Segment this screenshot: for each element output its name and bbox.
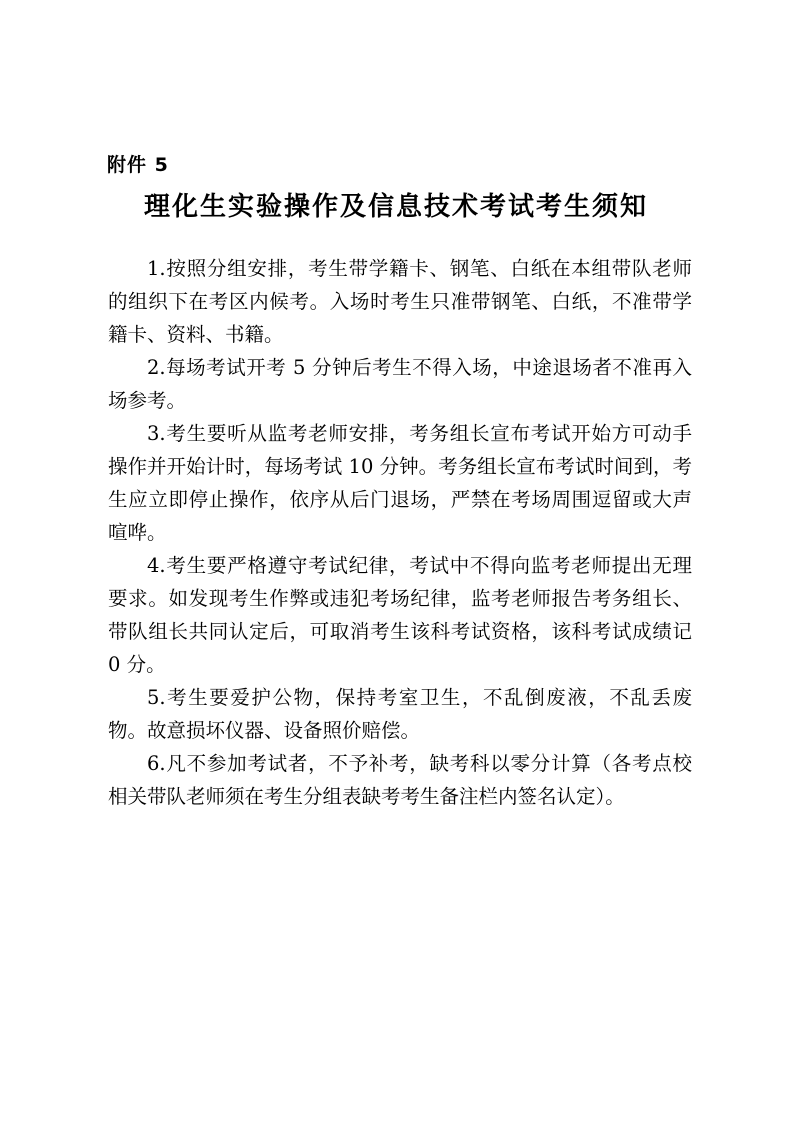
document-body — [108, 252, 692, 813]
rule-paragraph-4: 4.考生要严格遵守考试纪律，考试中不得向监考老师提出无理要求。如发现考生作弊或违犯考场纪律，监考老师报告考务组长、带队组长共同认定后，可取消考生该科考试资格，该科考试成绩记 0 分。 — [108, 554, 692, 676]
rule-paragraph-2: 2.每场考试开考 5 分钟后考生不得入场，中途退场者不准再入场参考。 — [108, 356, 692, 412]
rule-paragraph-5: 5.考生要爱护公物，保持考室卫生，不乱倒废液，不乱丢废物。故意损坏仪器、设备照价赔偿。 — [108, 686, 692, 742]
attachment-label: 附件 5 — [107, 154, 169, 176]
rule-paragraph-3: 3.考生要听从监考老师安排，考务组长宣布考试开始方可动手操作并开始计时，每场考试 10 分钟。考务组长宣布考试时间到，考生应立即停止操作，依序从后门退场，严禁在考场周围逗留或大声喧哗。 — [108, 422, 692, 544]
document-title: 理化生实验操作及信息技术考试考生须知 — [143, 192, 648, 222]
rule-paragraph-1: 1.按照分组安排，考生带学籍卡、钢笔、白纸在本组带队老师的组织下在考区内候考。入场时考生只准带钢笔、白纸，不准带学籍卡、资料、书籍。 — [108, 257, 692, 346]
rule-paragraph-6: 6.凡不参加考试者，不予补考，缺考科以零分计算（各考点校相关带队老师须在考生分组表缺考考生备注栏内签名认定）。 — [108, 752, 692, 808]
